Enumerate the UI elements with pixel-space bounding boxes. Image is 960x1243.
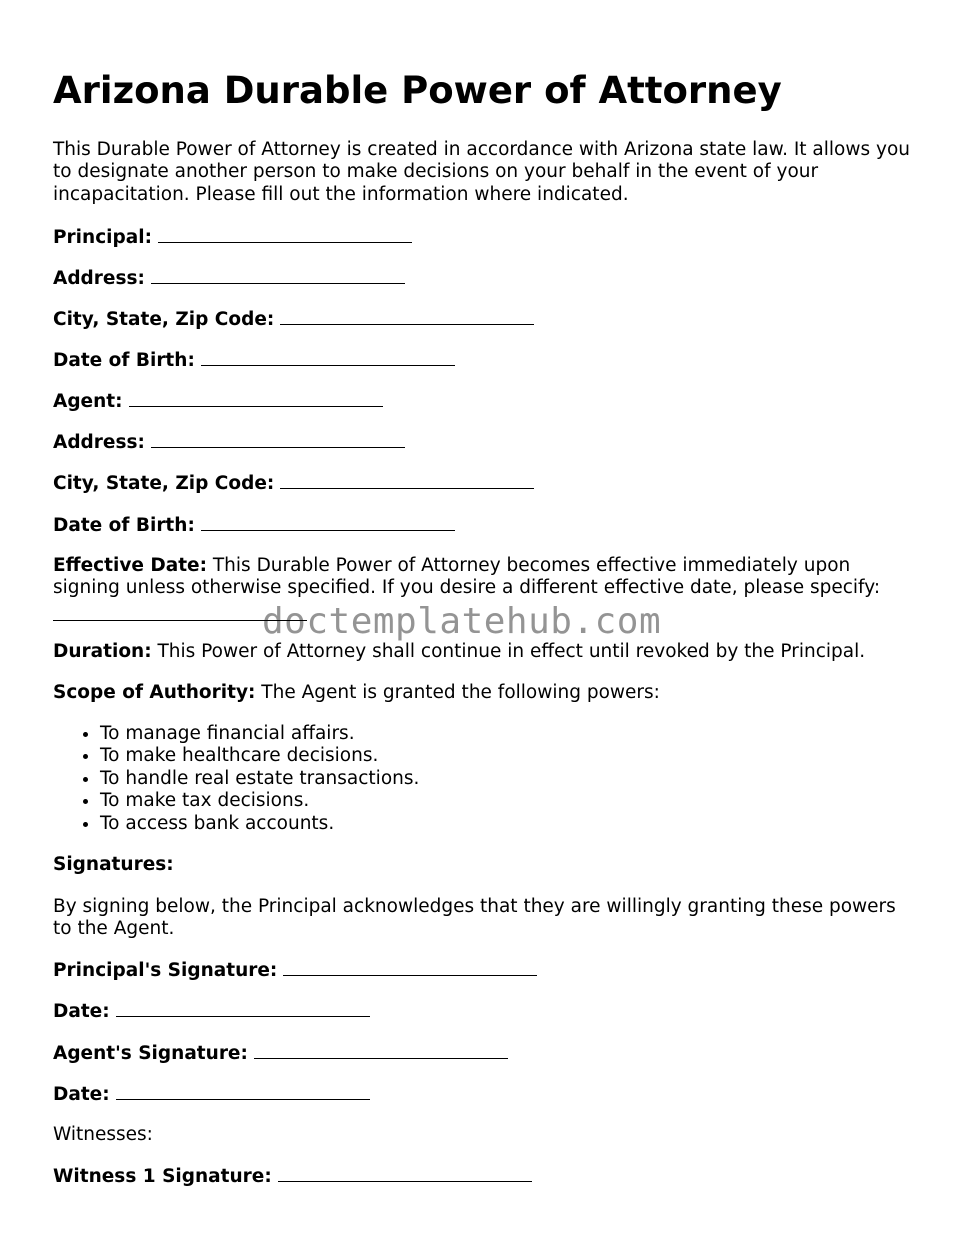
principal-dob-field (53, 349, 455, 372)
duration-paragraph (53, 641, 913, 663)
agent-city-field (53, 472, 534, 495)
principal-city-label: City, State, Zip Code: (53, 309, 275, 330)
principal-dob-label: Date of Birth: (53, 350, 195, 371)
agent-address-label: Address: (53, 432, 145, 453)
principal-address-field (53, 267, 405, 290)
principal-city-blank[interactable] (280, 308, 534, 325)
agent-address-blank[interactable] (151, 431, 405, 448)
list-item: • To make tax decisions. (100, 790, 419, 812)
agent-signature-blank[interactable] (254, 1042, 508, 1059)
duration-text: This Power of Attorney shall continue in effect until revoked by the Principal. (151, 641, 866, 662)
agent-label: Agent: (53, 391, 123, 412)
duration-label: Duration: (53, 641, 152, 662)
principal-date-label: Date: (53, 1001, 110, 1022)
scope-paragraph (53, 682, 913, 704)
principal-address-label: Address: (53, 268, 145, 289)
witnesses-label: Witnesses: (53, 1124, 153, 1145)
scope-label: Scope of Authority: (53, 682, 256, 703)
principal-signature-field (53, 959, 537, 982)
principal-dob-blank[interactable] (201, 349, 455, 366)
principal-signature-blank[interactable] (283, 959, 537, 976)
agent-dob-blank[interactable] (201, 514, 455, 531)
effective-date-label: Effective Date: (53, 555, 207, 576)
principal-signature-label: Principal's Signature: (53, 960, 278, 981)
intro-paragraph: This Durable Power of Attorney is created in accordance with Arizona state law. It allows you to designate another person to make decisions on your behalf in the event of your incapacitation. Please fill out the information where indicated. (53, 139, 910, 205)
signatures-heading (53, 854, 913, 876)
agent-date-blank[interactable] (116, 1083, 370, 1100)
agent-signature-field (53, 1042, 508, 1065)
acknowledgement-paragraph: By signing below, the Principal acknowledges that they are willingly granting these powers to the Agent. (53, 896, 896, 940)
effective-date-paragraph (53, 555, 913, 600)
agent-date-label: Date: (53, 1084, 110, 1105)
principal-field (53, 226, 412, 249)
signatures-heading-text: Signatures: (53, 854, 174, 875)
scope-text: The Agent is granted the following powers: (255, 682, 660, 703)
list-item: • To make healthcare decisions. (100, 745, 419, 767)
agent-field (53, 390, 383, 413)
agent-dob-field (53, 514, 455, 537)
agent-dob-label: Date of Birth: (53, 515, 195, 536)
agent-city-blank[interactable] (280, 472, 534, 489)
agent-blank[interactable] (129, 390, 383, 407)
document-title: Arizona Durable Power of Attorney (53, 69, 782, 112)
watermark: doctemplatehub.com (262, 601, 662, 642)
powers-list (53, 723, 419, 835)
witness-1-signature-blank[interactable] (278, 1165, 532, 1182)
witness-1-signature-field (53, 1165, 532, 1188)
principal-date-field (53, 1000, 370, 1023)
agent-date-field (53, 1083, 370, 1106)
witness-1-signature-label: Witness 1 Signature: (53, 1166, 272, 1187)
list-item: • To access bank accounts. (100, 813, 419, 835)
agent-address-field (53, 431, 405, 454)
principal-address-blank[interactable] (151, 267, 405, 284)
principal-label: Principal: (53, 227, 152, 248)
principal-blank[interactable] (158, 226, 412, 243)
principal-date-blank[interactable] (116, 1000, 370, 1017)
agent-signature-label: Agent's Signature: (53, 1043, 248, 1064)
effective-date-text: This Durable Power of Attorney becomes effective immediately upon signing unless otherwise specified. If you desire a different effective date, please specify: (53, 555, 881, 599)
list-item: • To handle real estate transactions. (100, 768, 419, 790)
agent-city-label: City, State, Zip Code: (53, 473, 275, 494)
list-item: • To manage financial affairs. (100, 723, 419, 745)
principal-city-field (53, 308, 534, 331)
effective-date-blank[interactable] (53, 620, 307, 621)
